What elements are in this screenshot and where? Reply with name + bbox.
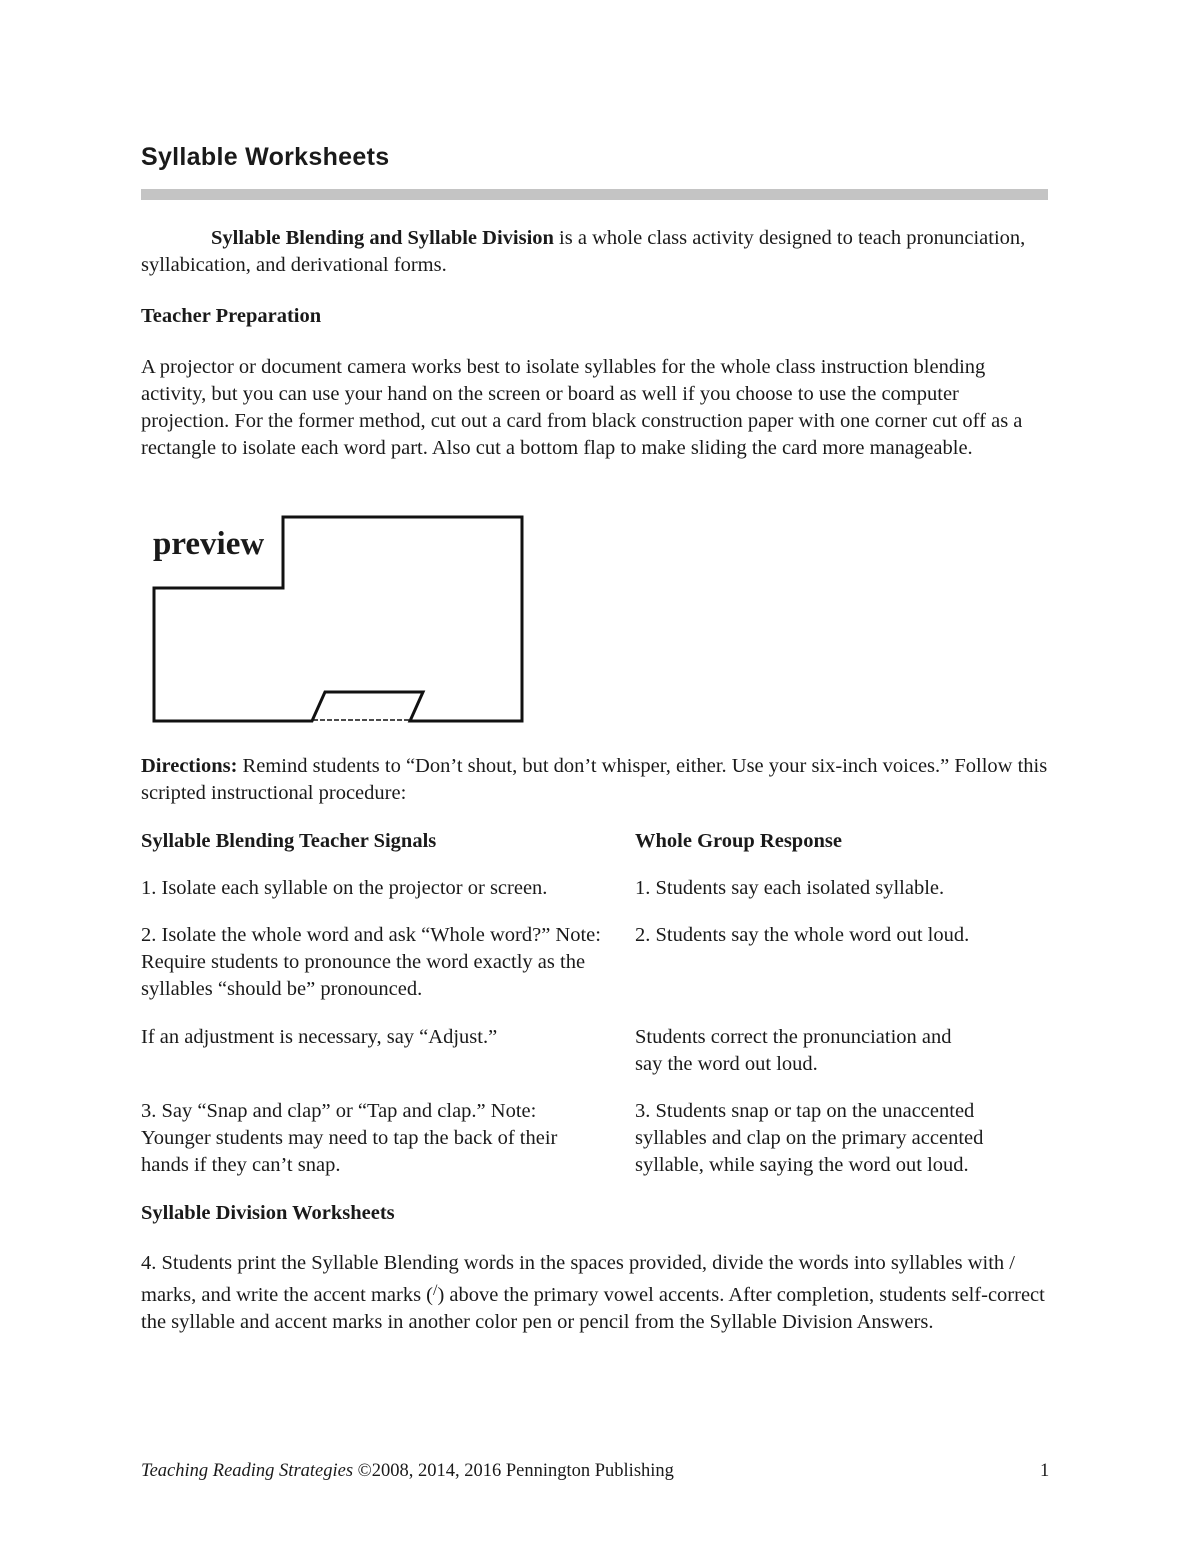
footer-copyright: ©2008, 2014, 2016 Pennington Publishing [353, 1461, 674, 1481]
directions-label: Directions: [141, 755, 238, 777]
table-row-left: 3. Say “Snap and clap” or “Tap and clap.” Note: Younger students may need to tap the back of their hands if they can’t snap. [141, 1100, 558, 1176]
table-row-right: 3. Students snap or tap on the unaccented syllables and clap on the primary accented syllable, while saying the word out loud. [635, 1100, 984, 1176]
intro-text: is a whole class activity designed to teach pronunciation, syllabication, and derivational forms. [141, 227, 1026, 276]
right-column-header: Whole Group Response [635, 830, 842, 852]
page-title: Syllable Worksheets [141, 143, 390, 171]
title-rule [141, 189, 1048, 200]
preview-label: preview [153, 526, 265, 562]
table-row-left: If an adjustment is necessary, say “Adjust.” [141, 1026, 498, 1048]
division-text-after: ) above the primary vowel accents. After completion, students self-correct the syllable and accent marks in another color pen or pencil from the Syllable Division Answers. [141, 1284, 1045, 1333]
table-row-left: 2. Isolate the whole word and ask “Whole word?” Note: Require students to pronounce the word exactly as the syllables “should be” pronounced. [141, 924, 601, 1000]
prep-paragraph: A projector or document camera works best to isolate syllables for the whole class instruction blending activity, but you can use your hand on the screen or board as well if you choose to use the computer projection. For the former method, cut out a card from black construction paper with one corner cut off as a rectangle to isolate each word part. Also cut a bottom flap to make sliding the card more manageable. [141, 356, 1023, 459]
directions-text: Remind students to “Don’t shout, but don’t whisper, either. Use your six-inch voices.” Follow this scripted instructional procedure: [141, 755, 1048, 804]
footer-book-title: Teaching Reading Strategies [141, 1461, 354, 1481]
footer [141, 1459, 1061, 1483]
directions-paragraph [141, 753, 1048, 807]
division-heading: Syllable Division Worksheets [141, 1202, 395, 1224]
division-text-before: 4. Students print the Syllable Blending words in the spaces provided, divide the words into syllables with / marks, and write the accent marks ( [141, 1252, 1015, 1306]
table-row-right: 1. Students say each isolated syllable. [635, 877, 945, 899]
intro-bold: Syllable Blending and Syllable Division [211, 227, 554, 249]
left-column-header: Syllable Blending Teacher Signals [141, 830, 437, 852]
page-number: 1 [1040, 1461, 1050, 1481]
division-paragraph [141, 1250, 1048, 1336]
intro-paragraph [141, 225, 1048, 279]
table-row-right: Students correct the pronunciation and say the word out loud. [635, 1026, 952, 1075]
prep-heading: Teacher Preparation [141, 305, 322, 327]
accent-mark: / [433, 1282, 438, 1299]
table-row-right: 2. Students say the whole word out loud. [635, 924, 970, 946]
table-row-left: 1. Isolate each syllable on the projector or screen. [141, 877, 548, 899]
